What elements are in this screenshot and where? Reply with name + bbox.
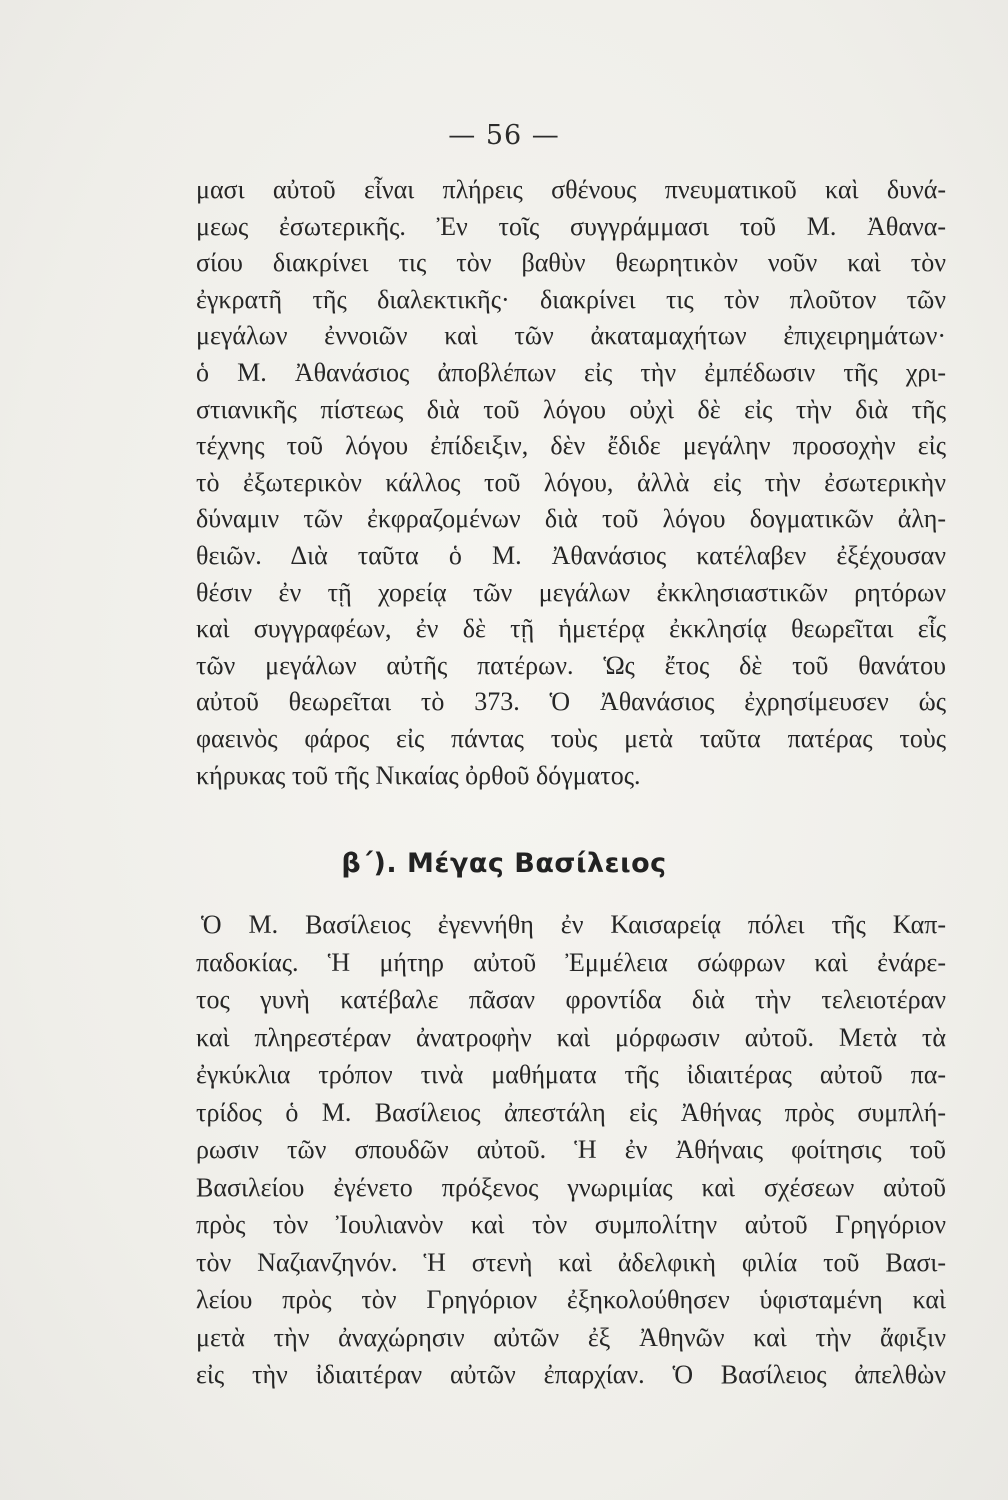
section-heading: β΄). Μέγας Βασίλειος <box>341 848 667 879</box>
text-line: ρωσιν τῶν σπουδῶν αὐτοῦ. Ἡ ἐν Ἀθήναις φοίτησις τοῦ <box>196 1135 946 1164</box>
text-line: καὶ συγγραφέων, ἐν δὲ τῇ ἡμετέρᾳ ἐκκλησίᾳ θεωρεῖται εἷς <box>196 614 946 644</box>
text-line: φαεινὸς φάρος εἰς πάντας τοὺς μετὰ ταῦτα πατέρας τοὺς <box>196 723 946 753</box>
text-line: μασι αὐτοῦ εἶναι πλήρεις σθένους πνευματικοῦ καὶ δυνά- <box>196 175 946 204</box>
paragraph-basil <box>196 906 946 1394</box>
text-line: ἐγκύκλια τρόπον τινὰ μαθήματα τῆς ἰδιαιτέρας αὐτοῦ πα- <box>196 1060 946 1089</box>
text-line: τος γυνὴ κατέβαλε πᾶσαν φροντίδα διὰ τὴν τελειοτέραν <box>196 985 946 1014</box>
paragraph-athanasius <box>196 172 946 794</box>
text-line: τρίδος ὁ Μ. Βασίλειος ἀπεστάλη εἰς Ἀθήνας πρὸς συμπλή- <box>196 1097 946 1127</box>
text-line: τὸ ἐξωτερικὸν κάλλος τοῦ λόγου, ἀλλὰ εἰς τὴν ἐσωτερικὴν <box>196 467 946 497</box>
text-line: αὐτοῦ θεωρεῖται τὸ 373. Ὁ Ἀθανάσιος ἐχρησίμευσεν ὡς <box>196 687 946 717</box>
text-line: πρὸς τὸν Ἰουλιανὸν καὶ τὸν συμπολίτην αὐτοῦ Γρηγόριον <box>196 1210 946 1239</box>
text-line: δύναμιν τῶν ἐκφραζομένων διὰ τοῦ λόγου δογματικῶν ἀλη- <box>196 504 946 534</box>
text-line: καὶ πληρεστέραν ἀνατροφὴν καὶ μόρφωσιν αὐτοῦ. Μετὰ τὰ <box>196 1022 946 1052</box>
text-line: Βασιλείου ἐγένετο πρόξενος γνωριμίας καὶ σχέσεων αὐτοῦ <box>196 1172 946 1202</box>
text-line: παδοκίας. Ἡ μήτηρ αὐτοῦ Ἐμμέλεια σώφρων καὶ ἐνάρε- <box>196 947 946 977</box>
text-line: σίου διακρίνει τις τὸν βαθὺν θεωρητικὸν νοῦν καὶ τὸν <box>196 248 946 278</box>
text-line: τὸν Ναζιανζηνόν. Ἡ στενὴ καὶ ἀδελφικὴ φιλία τοῦ Βασι- <box>196 1247 946 1277</box>
text-line: θειῶν. Διὰ ταῦτα ὁ Μ. Ἀθανάσιος κατέλαβεν ἐξέχουσαν <box>196 540 946 570</box>
text-line: θέσιν ἐν τῇ χορείᾳ τῶν μεγάλων ἐκκλησιαστικῶν ρητόρων <box>196 577 946 607</box>
page-number: — 56 — <box>448 120 560 151</box>
text-line: μεως ἐσωτερικῆς. Ἐν τοῖς συγγράμμασι τοῦ Μ. Ἀθανα- <box>196 211 946 241</box>
text-line: τῶν μεγάλων αὐτῆς πατέρων. Ὡς ἔτος δὲ τοῦ θανάτου <box>196 650 946 680</box>
text-line: Ὁ Μ. Βασίλειος ἐγεννήθη ἐν Καισαρείᾳ πόλει τῆς Καπ- <box>201 910 946 939</box>
text-line: μετὰ τὴν ἀναχώρησιν αὐτῶν ἐξ Ἀθηνῶν καὶ τὴν ἄφιξιν <box>196 1322 946 1352</box>
text-line: λείου πρὸς τὸν Γρηγόριον ἐξηκολούθησεν ὑφισταμένη καὶ <box>196 1285 946 1314</box>
text-line: στιανικῆς πίστεως διὰ τοῦ λόγου οὐχὶ δὲ εἰς τὴν διὰ τῆς <box>196 394 946 424</box>
text-line: τέχνης τοῦ λόγου ἐπίδειξιν, δὲν ἔδιδε μεγάλην προσοχὴν εἰς <box>196 431 946 461</box>
text-line: ὁ Μ. Ἀθανάσιος ἀποβλέπων εἰς τὴν ἐμπέδωσιν τῆς χρι- <box>196 357 946 387</box>
text-line: εἰς τὴν ἰδιαιτέραν αὐτῶν ἐπαρχίαν. Ὁ Βασίλειος ἀπελθὼν <box>196 1360 946 1389</box>
text-line: ἐγκρατῆ τῆς διαλεκτικῆς· διακρίνει τις τὸν πλοῦτον τῶν <box>196 284 946 314</box>
text-line: μεγάλων ἐννοιῶν καὶ τῶν ἀκαταμαχήτων ἐπιχειρημάτων· <box>196 321 946 351</box>
text-line: κήρυκας τοῦ τῆς Νικαίας ὀρθοῦ δόγματος. <box>196 760 641 790</box>
